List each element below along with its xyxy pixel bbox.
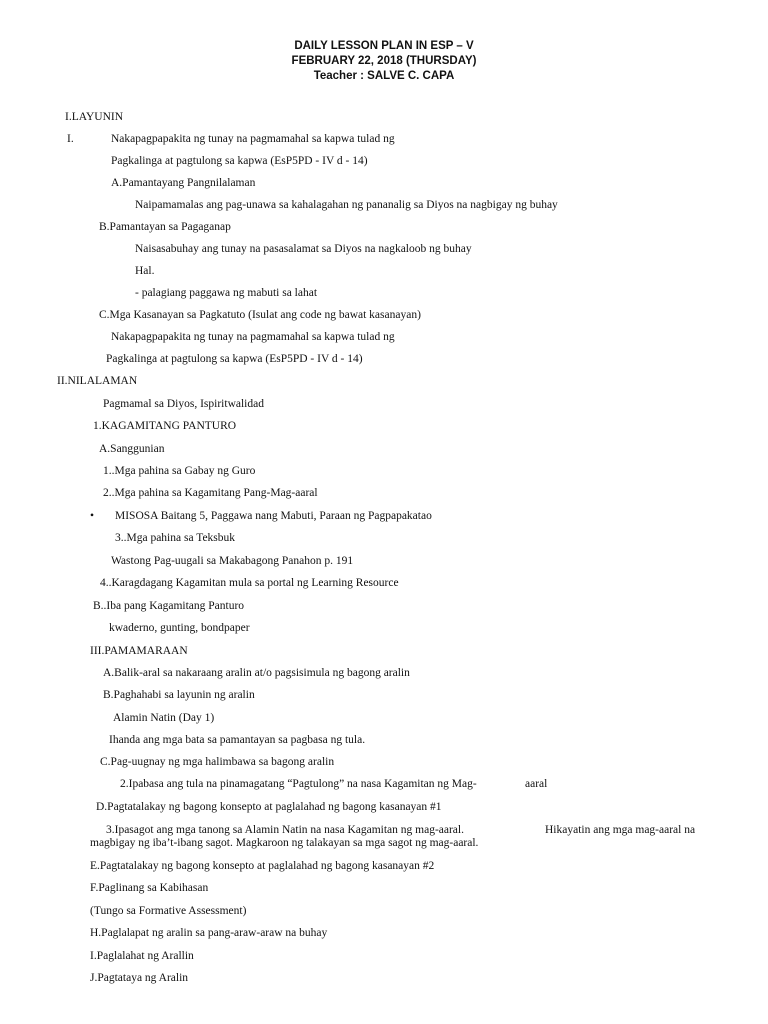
pamamaraan-f-item: (Tungo sa Formative Assessment) (90, 905, 247, 917)
pamantayan-sa-pagaganap-heading: B.Pamantayan sa Pagaganap (99, 221, 231, 233)
pamamaraan-e: E.Pagtatalakay ng bagong konsepto at paglalahad ng bagong kasanayan #2 (90, 860, 435, 872)
iba-pang-kagamitan-heading: B..Iba pang Kagamitang Panturo (93, 600, 245, 612)
pamamaraan-f: F.Paglinang sa Kabihasan (90, 882, 209, 894)
pamamaraan-d-item-line-1a: 3.Ipasagot ang mga tanong sa Alamin Natin na nasa Kagamitan ng mag-aaral. (106, 824, 464, 836)
pamamaraan-b: B.Paghahabi sa layunin ng aralin (103, 689, 255, 701)
pamamaraan-c: C.Pag-uugnay ng mga halimbawa sa bagong aralin (100, 756, 335, 768)
halimbawa-label: Hal. (135, 265, 155, 277)
pamamaraan-i: I.Paglalahat ng Arallin (90, 950, 194, 962)
kasanayan-heading: C.Mga Kasanayan sa Pagkatuto (Isulat ang code ng bawat kasanayan) (99, 309, 421, 321)
nilalaman-text: Pagmamal sa Diyos, Ispiritwalidad (103, 398, 264, 410)
halimbawa-item: - palagiang paggawa ng mabuti sa lahat (135, 287, 318, 299)
section-layunin-heading: I.LAYUNIN (65, 111, 124, 123)
reference-3-item: Wastong Pag-uugali sa Makabagong Panahon p. 191 (111, 555, 354, 567)
layunin-line-1: Nakapagpapakita ng tunay na pagmamahal sa kapwa tulad ng (111, 133, 395, 145)
pamamaraan-c-item: 2.Ipabasa ang tula na pinamagatang “Pagtulong” na nasa Kagamitan ng Mag- (120, 778, 477, 790)
pamantayang-pangnilalaman-heading: A.Pamantayang Pangnilalaman (111, 177, 256, 189)
kasanayan-line-2: Pagkalinga at pagtulong sa kapwa (EsP5PD - IV d - 14) (106, 353, 363, 365)
layunin-line-2: Pagkalinga at pagtulong sa kapwa (EsP5PD - IV d - 14) (111, 155, 368, 167)
document-title: DAILY LESSON PLAN IN ESP – V (294, 40, 474, 52)
reference-2: 2..Mga pahina sa Kagamitang Pang-Mag-aaral (103, 487, 318, 499)
kasanayan-line-1: Nakapagpapakita ng tunay na pagmamahal sa kapwa tulad ng (111, 331, 395, 343)
reference-3: 3..Mga pahina sa Teksbuk (115, 532, 236, 544)
reference-1: 1..Mga pahina sa Gabay ng Guro (103, 465, 256, 477)
pamamaraan-b-item-1: Alamin Natin (Day 1) (113, 712, 215, 724)
document-date: FEBRUARY 22, 2018 (THURSDAY) (291, 55, 477, 67)
pamantayang-pangnilalaman-text: Naipamamalas ang pag-unawa sa kahalagahan ng pananalig sa Diyos na nagbigay ng buhay (135, 199, 558, 211)
pamamaraan-c-item-continued: aaral (525, 778, 548, 790)
section-pamamaraan-heading: III.PAMAMARAAN (90, 645, 188, 657)
pamantayan-sa-pagaganap-text: Naisasabuhay ang tunay na pasasalamat sa Diyos na nagkaloob ng buhay (135, 243, 472, 255)
document-teacher: Teacher : SALVE C. CAPA (313, 70, 455, 82)
bullet-icon: • (90, 510, 95, 522)
section-nilalaman-heading: II.NILALAMAN (57, 375, 138, 387)
pamamaraan-d: D.Pagtatalakay ng bagong konsepto at paglalahad ng bagong kasanayan #1 (96, 801, 442, 813)
pamamaraan-d-item-line-1b: Hikayatin ang mga mag-aaral na (545, 824, 696, 836)
pamamaraan-h: H.Paglalapat ng aralin sa pang-araw-araw na buhay (90, 927, 328, 939)
kagamitang-panturo-heading: 1.KAGAMITANG PANTURO (93, 420, 237, 432)
pamamaraan-a: A.Balik-aral sa nakaraang aralin at/o pagsisimula ng bagong aralin (103, 667, 410, 679)
sanggunian-heading: A.Sanggunian (99, 443, 165, 455)
layunin-number: I. (67, 133, 74, 145)
pamamaraan-d-item-line-2: magbigay ng iba’t-ibang sagot. Magkaroon ng talakayan sa mga sagot ng mag-aaral. (90, 837, 479, 849)
pamamaraan-j: J.Pagtataya ng Aralin (90, 972, 189, 984)
reference-4: 4..Karagdagang Kagamitan mula sa portal ng Learning Resource (100, 577, 399, 589)
pamamaraan-b-item-2: Ihanda ang mga bata sa pamantayan sa pagbasa ng tula. (109, 734, 366, 746)
iba-pang-kagamitan-item: kwaderno, gunting, bondpaper (109, 622, 250, 634)
reference-2-item: MISOSA Baitang 5, Paggawa nang Mabuti, Paraan ng Pagpapakatao (115, 510, 432, 522)
